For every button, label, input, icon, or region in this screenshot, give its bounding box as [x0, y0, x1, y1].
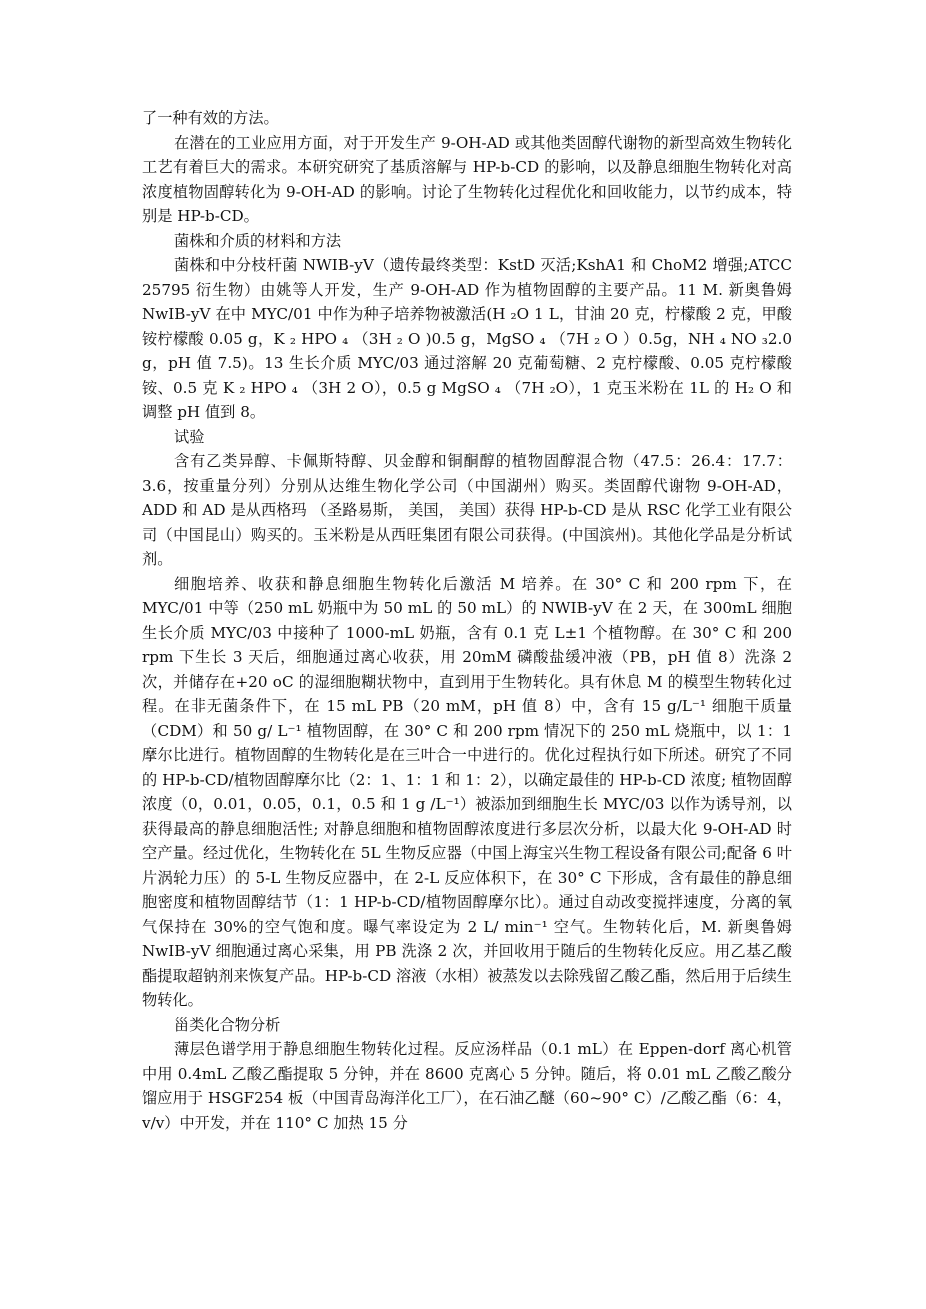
paragraph-tlc: 薄层色谱学用于静息细胞生物转化过程。反应汤样品（0.1 mL）在 Eppen-dorf 离心机管中用 0.4mL 乙酸乙酯提取 5 分钟，并在 8600 克离心 5 分钟。随后，将 0.01 mL 乙酸乙酸分馏应用于 HSGF254 板（中国青岛海洋化工厂），在石油乙醚（60~90° C）/乙酸乙酯（6：4，v/v）中开发，并在 110° C 加热 15 分	[142, 1040, 792, 1132]
document-page	[142, 106, 792, 1135]
section-heading-experiment: 试验	[174, 427, 205, 446]
section-heading-materials: 菌株和介质的材料和方法	[174, 231, 342, 250]
paragraph-reagents: 含有乙类异醇、卡佩斯特醇、贝金醇和铜酮醇的植物固醇混合物（47.5：26.4：17.7：3.6，按重量分列）分别从达维生物化学公司（中国湖州）购买。类固醇代谢物 9-OH-AD， ADD 和 AD 是从西格玛 （圣路易斯， 美国， 美国）获得 HP-b-CD 是从 RSC 化学工业有限公司（中国昆山）购买的。玉米粉是从西旺集团有限公司获得。(中国滨州)。其他化学品是分析试剂。	[142, 452, 792, 568]
paragraph-strains: 菌株和中分枝杆菌 NWIB-yV（遗传最终类型：KstD 灭活;KshA1 和 ChoM2 增强;ATCC 25795 衍生物）由姚等人开发，生产 9-OH-AD 作为植物固醇的主要产品。11 M. 新奥鲁姆 NwIB-yV 在中 MYC/01 中作为种子培养物被激活(H ₂O 1 L，甘油 20 克，柠檬酸 2 克，甲酸铵柠檬酸 0.05 g，K ₂ HPO ₄ （3H ₂ O )0.5 g，MgSO ₄ （7H ₂ O ）0.5g，NH ₄ NO ₃2.0 g，pH 值 7.5)。13 生长介质 MYC/03 通过溶解 20 克葡萄糖、2 克柠檬酸、0.05 克柠檬酸铵、0.5 克 K ₂ HPO ₄ （3H 2 O），0.5 g MgSO ₄ （7H ₂O），1 克玉米粉在 1L 的 H₂ O 和调整 pH 值到 8。	[142, 256, 792, 421]
paragraph-cell-culture: 细胞培养、收获和静息细胞生物转化后激活 M 培养。在 30° C 和 200 rpm 下，在 MYC/01 中等（250 mL 奶瓶中为 50 mL 的 50 mL）的 NWIB-yV 在 2 天，在 300mL 细胞生长介质 MYC/03 中接种了 1000-mL 奶瓶，含有 0.1 克 L±1 个植物醇。在 30° C 和 200 rpm 下生长 3 天后，细胞通过离心收获，用 20mM 磷酸盐缓冲液（PB，pH 值 8）洗涤 2 次，并储存在+20 oC 的湿细胞糊状物中，直到用于生物转化。具有休息 M 的模型生物转化过程。在非无菌条件下，在 15 mL PB（20 mM，pH 值 8）中，含有 15 g/L⁻¹ 细胞干质量（CDM）和 50 g/ L⁻¹ 植物固醇，在 30° C 和 200 rpm 情况下的 250 mL 烧瓶中，以 1：1 摩尔比进行。植物固醇的生物转化是在三叶合一中进行的。优化过程执行如下所述。研究了不同的 HP-b-CD/植物固醇摩尔比（2：1、1：1 和 1：2），以确定最佳的 HP-b-CD 浓度; 植物固醇浓度（0，0.01，0.05，0.1，0.5 和 1 g /L⁻¹）被添加到细胞生长 MYC/03 以作为诱导剂，以获得最高的静息细胞活性; 对静息细胞和植物固醇浓度进行多层次分析，以最大化 9-OH-AD 时空产量。经过优化，生物转化在 5L 生物反应器（中国上海宝兴生物工程设备有限公司;配备 6 叶片涡轮力压）的 5-L 生物反应器中，在 2-L 反应体积下，在 30° C 下形成，含有最佳的静息细胞密度和植物固醇结节（1：1 HP-b-CD/植物固醇摩尔比）。通过自动改变搅拌速度，分离的氧气保持在 30%的空气饱和度。曝气率设定为 2 L/ min⁻¹ 空气。生物转化后，M. 新奥鲁姆 NwIB-yV 细胞通过离心采集，用 PB 洗涤 2 次，并回收用于随后的生物转化反应。用乙基乙酸酯提取超钠剂来恢复产品。HP-b-CD 溶液（水相）被蒸发以去除残留乙酸乙酯，然后用于后续生物转化。	[142, 574, 792, 1009]
paragraph-continuation: 了一种有效的方法。	[142, 109, 279, 127]
section-heading-steroid-analysis: 甾类化合物分析	[174, 1015, 281, 1034]
paragraph-introduction: 在潜在的工业应用方面，对于开发生产 9-OH-AD 或其他类固醇代谢物的新型高效生物转化工艺有着巨大的需求。本研究研究了基质溶解与 HP-b-CD 的影响，以及静息细胞生物转化对高浓度植物固醇转化为 9-OH-AD 的影响。讨论了生物转化过程优化和回收能力，以节约成本，特别是 HP-b-CD。	[142, 133, 792, 225]
